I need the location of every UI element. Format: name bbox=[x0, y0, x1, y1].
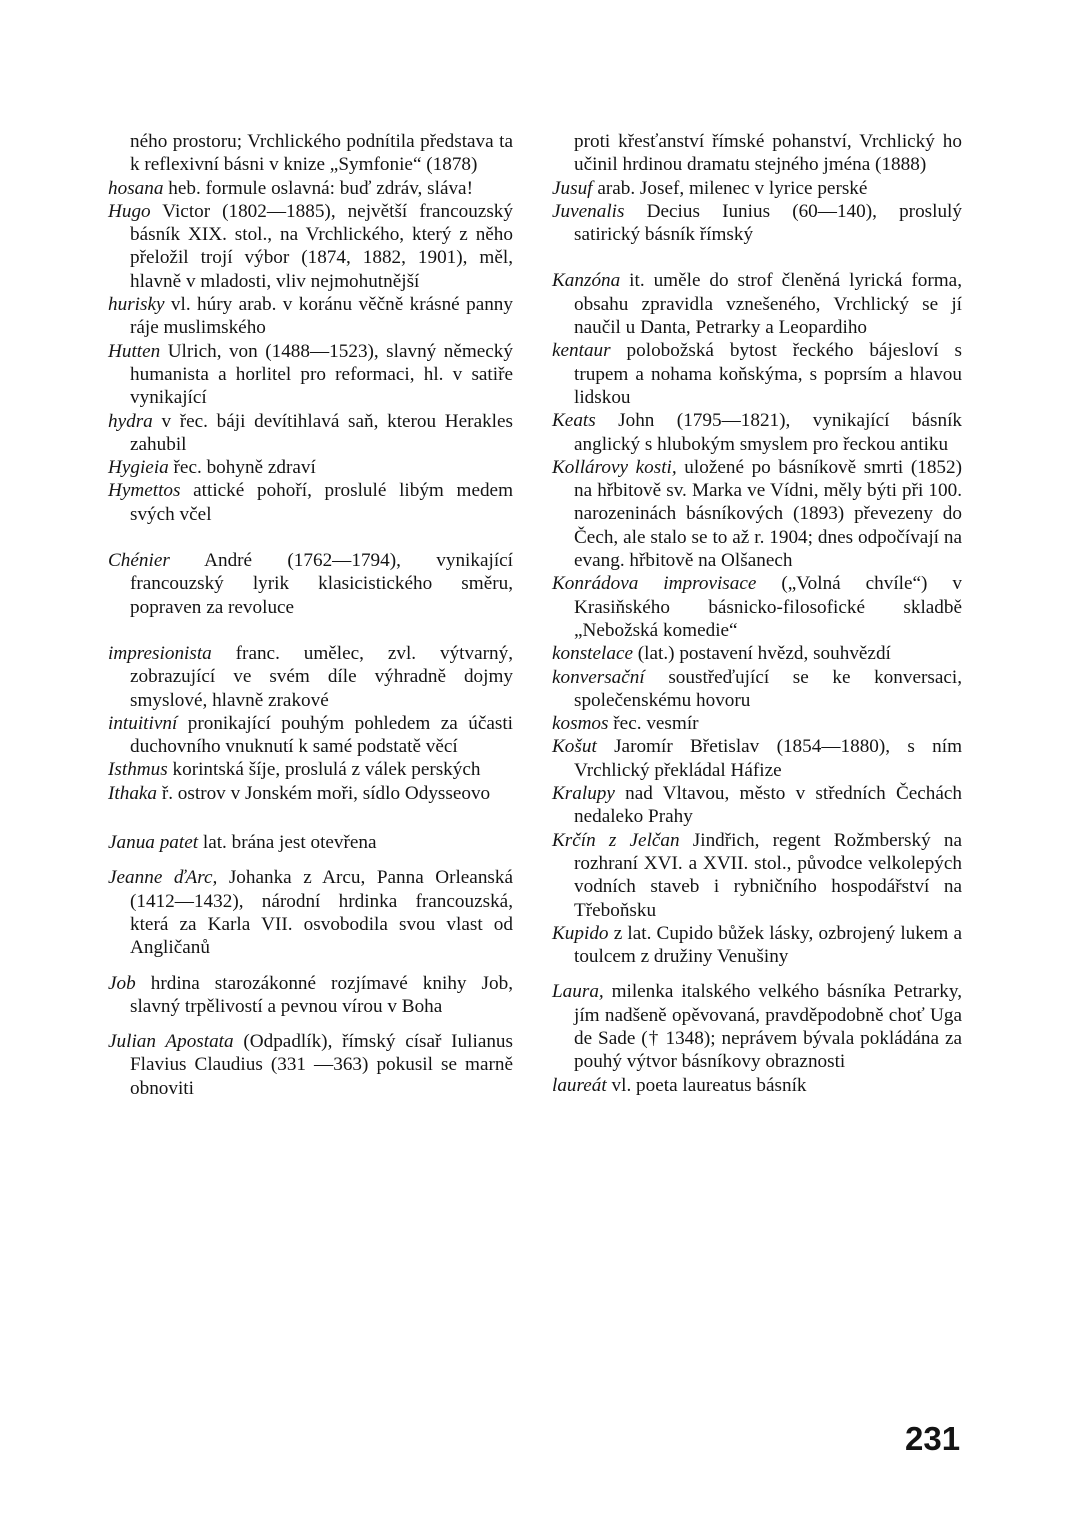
glossary-entry bbox=[108, 866, 513, 959]
entry-definition: milenka italského velkého básníka Petrarky, jím nadšeně opěvovaná, pravděpodobně choť Uga de Sade († 1348); neprávem bývala pokládána za pouhý výtvor básníkovy obraznosti bbox=[574, 981, 962, 1073]
glossary-entry bbox=[108, 177, 513, 200]
entry-term: laureát bbox=[552, 1074, 607, 1096]
entry-term: Kupido bbox=[552, 922, 609, 944]
entry-term: Jusuf bbox=[552, 177, 593, 199]
glossary-entry bbox=[108, 712, 513, 759]
entry-term: Hugo bbox=[108, 200, 151, 222]
glossary-entry bbox=[108, 479, 513, 526]
entry-term: Isthmus bbox=[108, 759, 168, 781]
entry-definition: it. uměle do strof členěná lyrická forma, obsahu zpravidla vznešeného, Vrchlický se jí naučil u Danta, Petrarky a Leopardiho bbox=[574, 270, 962, 339]
entry-definition: André (1762—1794), vynikající francouzský lyrik klasicistického směru, popraven za revoluce bbox=[130, 550, 513, 618]
glossary-entry bbox=[552, 269, 962, 339]
entry-definition: Ulrich, von (1488—1523), slavný německý humanista a horlitel pro reformaci, hl. v satiře vynikající bbox=[130, 340, 513, 409]
glossary-entry bbox=[552, 130, 962, 177]
glossary-entry bbox=[108, 972, 513, 1019]
entry-definition: attické pohoří, proslulé libým medem svých včel bbox=[130, 480, 513, 525]
entry-term: konversační bbox=[552, 666, 645, 688]
glossary-entry bbox=[108, 130, 513, 177]
entry-definition: arab. Josef, milenec v lyrice perské bbox=[592, 177, 868, 199]
glossary-entry bbox=[552, 829, 962, 922]
entry-definition: Jindřich, regent Rožmberský na rozhraní XVI. a XVII. stol., původce velkolepých vodních staveb i rybničního hospodářství na Třeboňsku bbox=[574, 829, 962, 921]
entry-term: Janua patet bbox=[108, 832, 199, 854]
entry-term: Laura, bbox=[552, 981, 604, 1003]
entry-definition: Jaromír Břetislav (1854—1880), s ním Vrchlický překládal Háfize bbox=[574, 736, 962, 781]
glossary-entry bbox=[552, 1074, 962, 1097]
entry-definition: Decius Iunius (60—140), proslulý satirický básník římský bbox=[574, 200, 962, 246]
entry-term: intuitivní bbox=[108, 712, 178, 734]
entry-term: Kanzóna bbox=[552, 270, 621, 292]
entry-definition: („Volná chvíle“) v Krasiňského básnicko-filosofické skladbě „Nebožská komedie“ bbox=[574, 573, 962, 641]
entry-term: Julian Apostata bbox=[108, 1031, 234, 1053]
glossary-entry bbox=[552, 339, 962, 409]
glossary-entry bbox=[108, 456, 513, 479]
glossary-entry bbox=[552, 922, 962, 969]
glossary-entry bbox=[552, 200, 962, 247]
entry-definition: uložené po básníkově smrti (1852) na hřbitově sv. Marka ve Vídni, měly býti při 100. narozeninách básníkových (1893) převezeny do Čech, ale stalo se to až r. 1904; dnes odpočívají na evang. hřbitově na Olšanech bbox=[574, 456, 962, 572]
glossary-entry bbox=[552, 409, 962, 456]
entry-term: Keats bbox=[552, 410, 596, 432]
glossary-entry bbox=[552, 735, 962, 782]
glossary-entry bbox=[108, 200, 513, 293]
glossary-entry bbox=[552, 456, 962, 572]
left-column bbox=[108, 130, 513, 1100]
glossary-entry bbox=[552, 782, 962, 829]
glossary-entry bbox=[108, 831, 513, 854]
page-number: 231 bbox=[905, 1420, 961, 1457]
entry-definition: vl. húry arab. v koránu věčně krásné panny ráje muslimského bbox=[130, 294, 513, 339]
entry-term: Hymettos bbox=[108, 480, 181, 502]
glossary-entry bbox=[552, 666, 962, 713]
entry-definition: ného prostoru; Vrchlického podnítila představa ta k reflexivní básni v knize „Symfonie“ (1878) bbox=[130, 131, 513, 176]
entry-term: Krčín z Jelčan bbox=[552, 829, 680, 851]
entry-definition: heb. formule oslavná: buď zdráv, sláva! bbox=[163, 177, 473, 199]
glossary-entry bbox=[552, 642, 962, 665]
glossary-entry bbox=[552, 572, 962, 642]
entry-definition: ř. ostrov v Jonském moři, sídlo Odysseovo bbox=[157, 782, 491, 804]
entry-term: hydra bbox=[108, 410, 153, 432]
glossary-entry bbox=[108, 782, 513, 805]
glossary-entry bbox=[108, 1030, 513, 1100]
entry-definition: proti křesťanství římské pohanství, Vrchlický ho učinil hrdinou dramatu stejného jména (1888) bbox=[574, 131, 962, 176]
glossary-entry bbox=[108, 340, 513, 410]
right-column bbox=[552, 130, 962, 1097]
entry-definition: (Odpadlík), římský císař Iulianus Flavius Claudius (331 —363) pokusil se marně obnoviti bbox=[130, 1031, 513, 1099]
entry-definition: Johanka z Arcu, Panna Orleanská (1412—1432), národní hrdinka francouzská, která za Karla VII. osvobodila svou vlast od Angličanů bbox=[130, 867, 513, 959]
glossary-entry bbox=[108, 293, 513, 340]
entry-definition: v řec. báji devítihlavá saň, kterou Herakles zahubil bbox=[130, 410, 513, 455]
entry-term: Košut bbox=[552, 736, 597, 758]
entry-term: Ithaka bbox=[108, 782, 158, 804]
entry-term: hosana bbox=[108, 177, 164, 199]
glossary-entry bbox=[552, 177, 962, 200]
entry-term: Chénier bbox=[108, 550, 170, 572]
entry-term: Jeanne ďArc, bbox=[108, 867, 218, 889]
entry-term: Kralupy bbox=[552, 783, 615, 805]
glossary-entry bbox=[108, 549, 513, 619]
entry-definition: John (1795—1821), vynikající básník anglický s hlubokým smyslem pro řeckou antiku bbox=[574, 410, 962, 455]
entry-definition: Victor (1802—1885), největší francouzský básník XIX. stol., na Vrchlického, který z něho přeložil trojí výbor (1874, 1882, 1901), měl, hlavně v mladosti, vliv nejmohutnější bbox=[130, 200, 513, 292]
entry-term: Hutten bbox=[108, 340, 161, 362]
entry-term: Hygieia bbox=[108, 457, 169, 479]
entry-definition: řec. bohyně zdraví bbox=[168, 457, 316, 479]
entry-term: hurisky bbox=[108, 294, 165, 316]
entry-definition: nad Vltavou, město v středních Čechách nedaleko Prahy bbox=[574, 783, 962, 828]
entry-term: kentaur bbox=[552, 340, 611, 362]
glossary-entry bbox=[108, 642, 513, 712]
entry-term: kosmos bbox=[552, 713, 609, 735]
entry-definition: řec. vesmír bbox=[608, 713, 699, 735]
entry-definition: pronikající pouhým pohledem za účasti duchovního vnuknutí k samé podstatě věcí bbox=[130, 712, 513, 758]
glossary-entry bbox=[552, 980, 962, 1073]
entry-term: Juvenalis bbox=[552, 200, 625, 222]
entry-definition: korintská šíje, proslulá z válek perských bbox=[167, 759, 481, 781]
entry-term: Kollárovy kosti, bbox=[552, 456, 677, 478]
entry-definition: franc. umělec, zvl. výtvarný, zobrazující ve svém díle výhradně dojmy smyslové, hlavně zrakové bbox=[130, 642, 513, 711]
entry-term: impresionista bbox=[108, 642, 212, 664]
entry-term: konstelace bbox=[552, 643, 633, 665]
entry-definition: vl. poeta laureatus básník bbox=[606, 1074, 807, 1096]
entry-definition: polobožská bytost řeckého bájesloví s trupem a nohama koňskýma, s poprsím a hlavou lidskou bbox=[574, 340, 962, 408]
glossary-entry bbox=[108, 758, 513, 781]
entry-definition: hrdina starozákonné rozjímavé knihy Job, slavný trpělivostí a pevnou vírou v Boha bbox=[130, 972, 513, 1017]
glossary-entry bbox=[552, 712, 962, 735]
entry-term: Konrádova improvisace bbox=[552, 573, 757, 595]
entry-definition: z lat. Cupido bůžek lásky, ozbrojený lukem a toulcem z družiny Venušiny bbox=[574, 922, 962, 968]
entry-term: Job bbox=[108, 972, 136, 994]
glossary-entry bbox=[108, 410, 513, 457]
entry-definition: soustřeďující se ke konversaci, společenskému hovoru bbox=[574, 666, 962, 711]
entry-definition: (lat.) postavení hvězd, souhvězdí bbox=[632, 643, 891, 665]
entry-definition: lat. brána jest otevřena bbox=[198, 832, 377, 854]
